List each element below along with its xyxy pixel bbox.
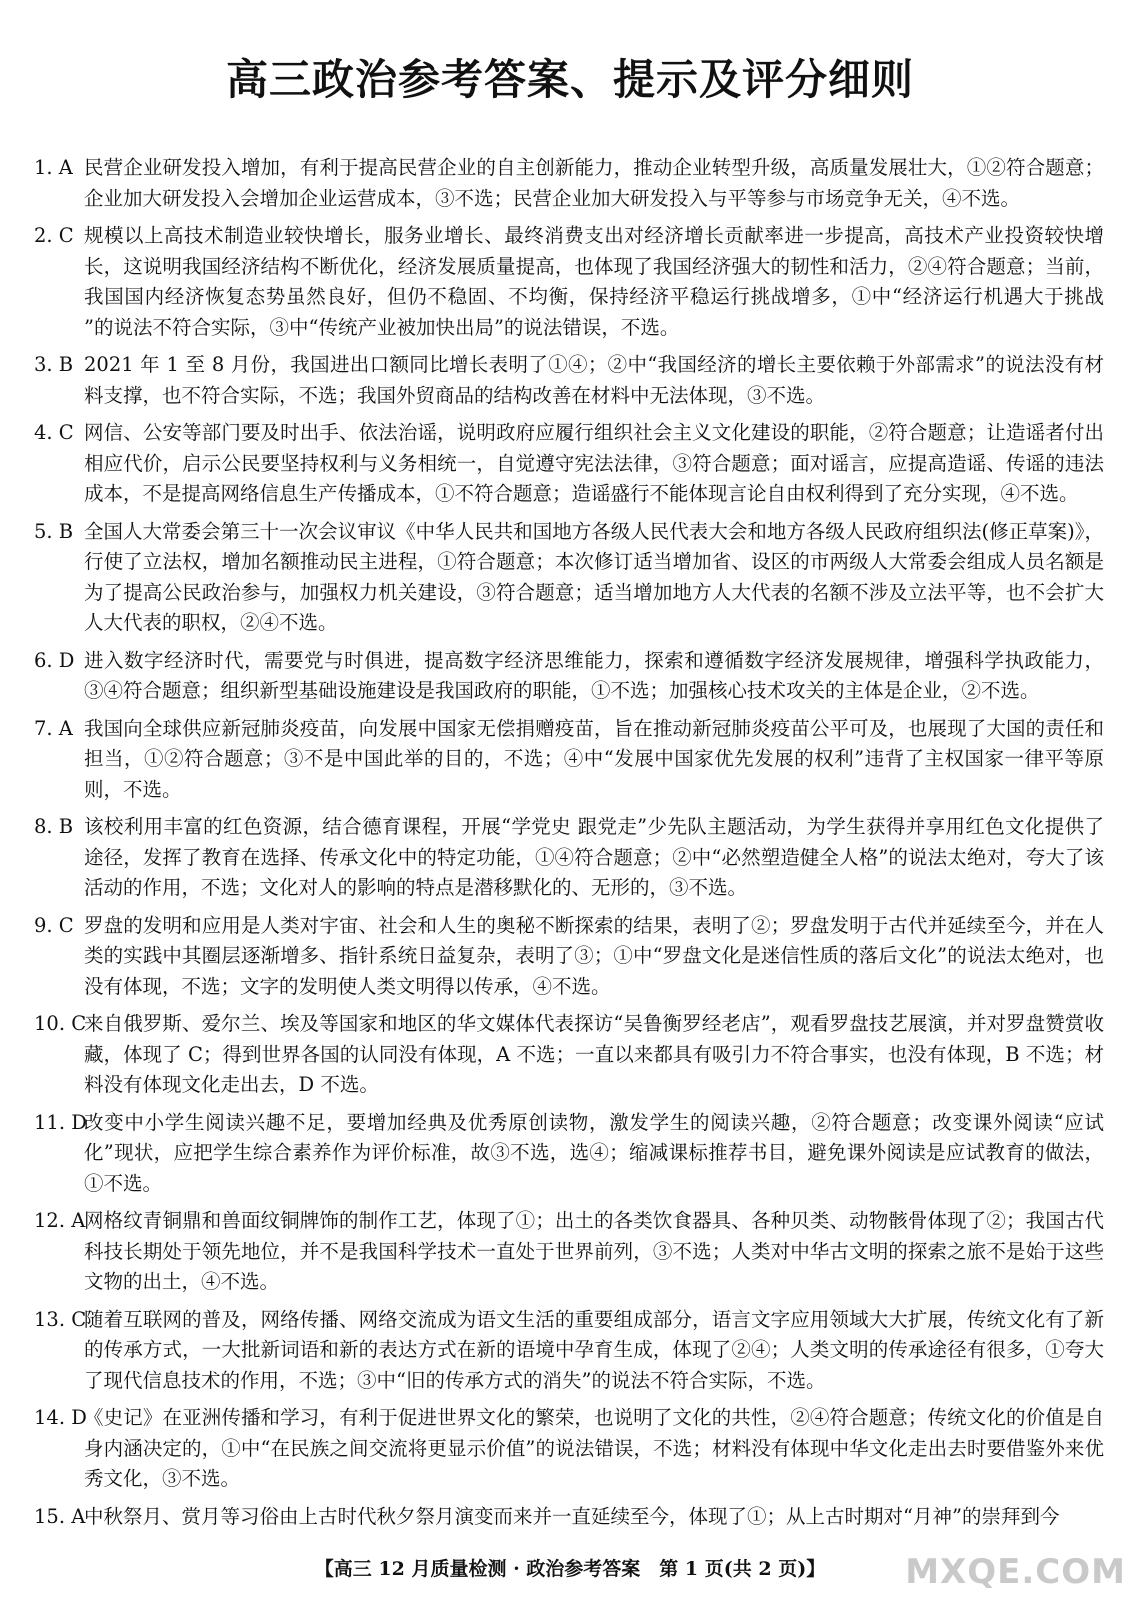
answer-explanation: 中秋祭月、赏月等习俗由上古时代秋夕祭月演变而来并一直延续至今，体现了①；从上古时期对“月神”的崇拜到今 [84, 1504, 1060, 1528]
answer-item [34, 418, 1104, 510]
answer-number: 7. A [34, 716, 73, 740]
answer-explanation: 《史记》在亚洲传播和学习，有利于促进世界文化的繁荣，也说明了文化的共性，②④符合题意；传统文化的价值是自身内涵决定的，①中“在民族之间交流将更显示价值”的说法错误，不选；材料没有体现中华文化走出去时要借鉴外来优秀文化，③不选。 [84, 1406, 1104, 1490]
answer-explanation: 随着互联网的普及，网络传播、网络交流成为语文生活的重要组成部分，语言文字应用领域大大扩展，传统文化有了新的传承方式，一大批新词语和新的表达方式在新的语境中孕育生成，体现了②④；人类文明的传承途径有很多，①夸大了现代信息技术的作用，不选；③中“旧的传承方式的消失”的说法不符合实际，不选。 [84, 1307, 1104, 1392]
answer-item [34, 812, 1104, 904]
answer-number: 4. C [34, 421, 74, 444]
answer-item [34, 1502, 1104, 1533]
page-footer: 【高三 12 月质量检测 · 政治参考答案 第 1 页(共 2 页)】 [314, 1558, 826, 1580]
answer-explanation: 网格纹青铜鼎和兽面纹铜牌饰的制作工艺，体现了①；出土的各类饮食器具、各种贝类、动物骸骨体现了②；我国古代科技长期处于领先地位，并不是我国科学技术一直处于世界前列，③不选；人类对中华古文明的探索之旅不是始于这些文物的出土，④不选。 [84, 1209, 1104, 1293]
answer-list [34, 153, 1104, 1539]
answer-number: 3. B [34, 353, 74, 376]
answer-number: 12. A [34, 1209, 86, 1232]
answer-number: 1. A [34, 156, 73, 179]
answer-explanation: 进入数字经济时代，需要党与时俱进，提高数字经济思维能力，探索和遵循数字经济发展规律，增强科学执政能力，③④符合题意；组织新型基础设施建设是我国政府的职能，①不选；加强核心技术攻关的主体是企业，②不选。 [84, 648, 1104, 702]
answer-item [34, 1108, 1104, 1200]
answer-explanation: 规模以上高技术制造业较快增长，服务业增长、最终消费支出对经济增长贡献率进一步提高，高技术产业投资较快增长，这说明我国经济结构不断优化，经济发展质量提高，也体现了我国经济强大的韧性和活力，②④符合题意；当前，我国国内经济恢复态势虽然良好，但仍不稳固、不均衡，保持经济平稳运行挑战增多，①中“经济运行机遇大于挑战 ”的说法不符合实际，③中“传统产业被加快出局”的说法错误，不选。 [84, 224, 1104, 339]
answer-number: 11. D [34, 1110, 87, 1134]
answer-explanation: 来自俄罗斯、爱尔兰、埃及等国家和地区的华文媒体代表探访“吴鲁衡罗经老店”，观看罗盘技艺展演，并对罗盘赞赏收藏，体现了 C；得到世界各国的认同没有体现，A 不选；一直以来都具有吸引力不符合事实，也没有体现，B 不选；材料没有体现文化走出去，D 不选。 [84, 1012, 1104, 1096]
answer-number: 10. C [34, 1012, 87, 1035]
answer-item [34, 1403, 1104, 1495]
answer-explanation: 罗盘的发明和应用是人类对宇宙、社会和人生的奥秘不断探索的结果，表明了②；罗盘发明于古代并延续至今，并在人类的实践中其圈层逐渐增多、指针系统日益复杂，表明了③；①中“罗盘文化是迷信性质的落后文化”的说法太绝对，也没有体现，不选；文字的发明使人类文明得以传承，④不选。 [84, 913, 1104, 998]
answer-explanation: 改变中小学生阅读兴趣不足，要增加经典及优秀原创读物，激发学生的阅读兴趣，②符合题意；改变课外阅读“应试化”现状，应把学生综合素养作为评价标准，故③不选，选④；缩减课标推荐书目，避免课外阅读是应试教育的做法，①不选。 [84, 1110, 1104, 1195]
answer-item [34, 646, 1104, 707]
answer-explanation: 2021 年 1 至 8 月份，我国进出口额同比增长表明了①④；②中“我国经济的增长主要依赖于外部需求”的说法没有材料支撑，也不符合实际，不选；我国外贸商品的结构改善在材料中无法体现，③不选。 [84, 353, 1104, 407]
watermark-logo: MXQE.COM [905, 1552, 1126, 1592]
answer-number: 8. B [34, 815, 74, 838]
answer-number: 13. C [34, 1307, 87, 1331]
answer-number: 14. D [34, 1406, 87, 1429]
answer-number: 5. B [34, 519, 74, 543]
answer-item [34, 1009, 1104, 1101]
answer-item [34, 350, 1104, 411]
answer-explanation: 我国向全球供应新冠肺炎疫苗，向发展中国家无偿捐赠疫苗，旨在推动新冠肺炎疫苗公平可及，也展现了大国的责任和担当，①②符合题意；③不是中国此举的目的，不选；④中“发展中国家优先发展的权利”违背了主权国家一律平等原则，不选。 [84, 716, 1104, 801]
answer-item [34, 517, 1104, 639]
answer-item [34, 221, 1104, 343]
answer-number: 15. A [34, 1504, 86, 1528]
answer-item [34, 1206, 1104, 1298]
answer-item [34, 911, 1104, 1003]
answer-number: 2. C [34, 224, 74, 247]
answer-explanation: 网信、公安等部门要及时出手、依法治谣，说明政府应履行组织社会主义文化建设的职能，②符合题意；让造谣者付出相应代价，启示公民要坚持权利与义务相统一，自觉遵守宪法法律，③符合题意；面对谣言，应提高造谣、传谣的违法成本，不是提高网络信息生产传播成本，①不符合题意；造谣盛行不能体现言论自由权利得到了充分实现，④不选。 [84, 421, 1104, 505]
page-title: 高三政治参考答案、提示及评分细则 [225, 55, 914, 104]
answer-number: 6. D [34, 648, 75, 672]
answer-explanation: 民营企业研发投入增加，有利于提高民营企业的自主创新能力，推动企业转型升级，高质量发展壮大，①②符合题意；企业加大研发投入会增加企业运营成本，③不选；民营企业加大研发投入与平等参与市场竞争无关，④不选。 [84, 156, 1104, 210]
answer-number: 9. C [34, 913, 74, 937]
answer-item [34, 714, 1104, 806]
answer-explanation: 该校利用丰富的红色资源，结合德育课程，开展“学党史 跟党走”少先队主题活动，为学生获得并享用红色文化提供了途径，发挥了教育在选择、传承文化中的特定功能，①④符合题意；②中“必然塑造健全人格”的说法太绝对，夸大了该活动的作用，不选；文化对人的影响的特点是潜移默化的、无形的，③不选。 [84, 815, 1104, 899]
answer-explanation: 全国人大常委会第三十一次会议审议《中华人民共和国地方各级人民代表大会和地方各级人民政府组织法(修正草案)》，行使了立法权，增加名额推动民主进程，①符合题意；本次修订适当增加省、设区的市两级人大常委会组成人员名额是为了提高公民政治参与，加强权力机关建设，③符合题意；适当增加地方人大代表的名额不涉及立法平等，也不会扩大人大代表的职权，②④不选。 [84, 519, 1104, 634]
answer-item [34, 1305, 1104, 1397]
answer-item [34, 153, 1104, 214]
